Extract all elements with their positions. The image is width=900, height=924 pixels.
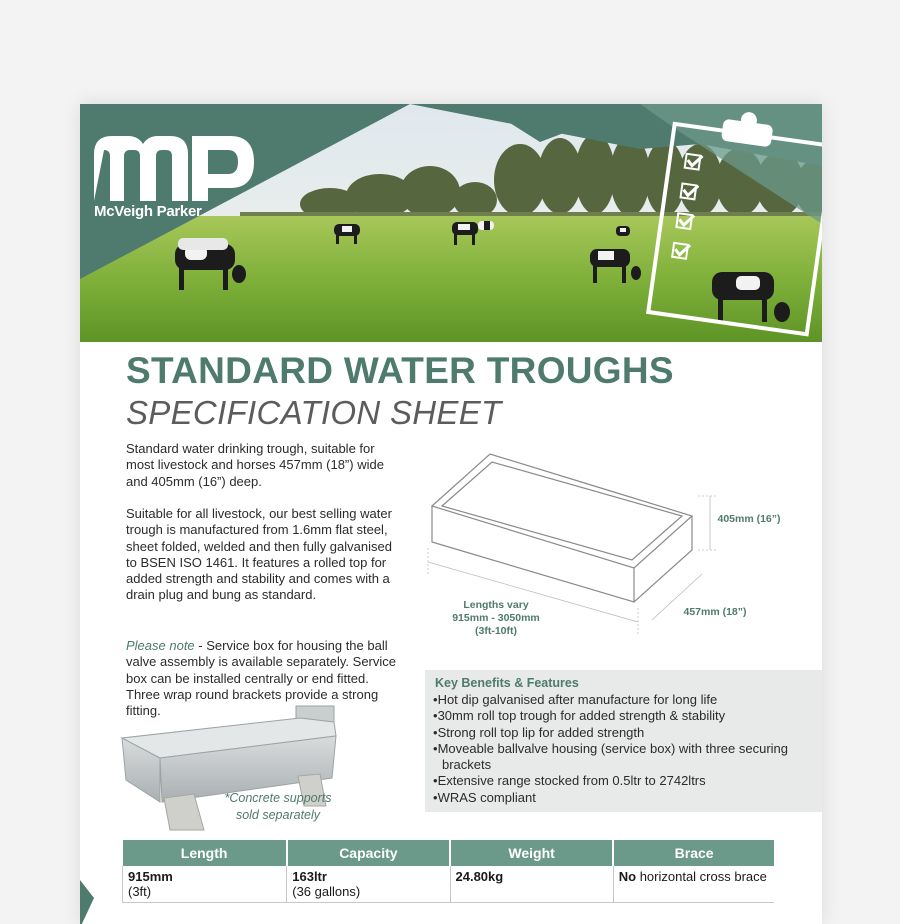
brand-name: McVeigh Parker <box>94 203 202 220</box>
page-title: STANDARD WATER TROUGHS <box>126 350 674 391</box>
table-header-length: Length <box>123 840 287 866</box>
benefits-heading: Key Benefits & Features <box>435 676 579 690</box>
intro-paragraph: Standard water drinking trough, suitable for most livestock and horses 457mm (18”) wide and 405mm (16”) deep. <box>126 441 384 489</box>
spec-sheet <box>80 104 822 924</box>
benefit-item: • Extensive range stocked from 0.5ltr to 2742ltrs <box>433 773 818 789</box>
description-paragraph: Suitable for all livestock, our best selling water trough is manufactured from 1.6mm flat steel, sheet folded, welded and then fully galvanised to BSEN ISO 1461. It features a rolled top for added strength and stability and comes with a drain plug and bung as standard. <box>126 506 392 603</box>
benefit-item: • WRAS compliant <box>433 790 818 806</box>
benefit-item: • Hot dip galvanised after manufacture for long life <box>433 692 818 708</box>
length-imperial: (3ft) <box>128 884 152 899</box>
brace-value: No <box>618 869 637 884</box>
caption-line1: *Concrete supports <box>224 791 332 805</box>
benefits-panel <box>425 670 822 812</box>
table-header-brace: Brace <box>613 840 774 866</box>
benefit-item: • 30mm roll top trough for added strength & stability <box>433 708 818 724</box>
capacity-value: 163ltr <box>292 869 327 884</box>
cell-weight <box>450 866 613 903</box>
concrete-caption <box>208 790 348 824</box>
cell-length <box>123 866 287 903</box>
page-subtitle: SPECIFICATION SHEET <box>126 394 502 431</box>
hero-image <box>80 104 822 342</box>
hero-banner <box>80 104 822 342</box>
cell-brace <box>613 866 774 903</box>
benefit-item: • Moveable ballvalve housing (service box) with three securing brackets <box>433 741 818 774</box>
spec-table <box>122 840 774 903</box>
length-label-line3: (3ft-10ft) <box>475 625 517 637</box>
note-label: Please note <box>126 638 195 653</box>
capacity-imperial: (36 gallons) <box>292 884 361 899</box>
width-label: 457mm (18”) <box>683 606 747 618</box>
length-value: 915mm <box>128 869 173 884</box>
table-row <box>123 866 775 903</box>
brace-text: horizontal cross brace <box>636 869 767 884</box>
length-label-line1: Lengths vary <box>463 599 529 611</box>
table-header-capacity: Capacity <box>287 840 450 866</box>
benefits-list <box>433 692 818 806</box>
length-label-line2: 915mm - 3050mm <box>452 612 540 624</box>
corner-accent <box>80 868 100 924</box>
table-header-weight: Weight <box>450 840 613 866</box>
depth-label: 405mm (16”) <box>717 513 781 525</box>
length-label <box>440 599 552 638</box>
benefit-item: • Strong roll top lip for added strength <box>433 725 818 741</box>
note-text: - Service box for housing the ball valve assembly is available separately. Service box can be installed centrally or end fitted. Three wrap round brackets provide a strong fitting. <box>126 638 396 719</box>
caption-line2: sold separately <box>235 808 321 822</box>
weight-value: 24.80kg <box>455 869 504 884</box>
cell-capacity <box>287 866 450 903</box>
table-header-row <box>123 840 775 866</box>
